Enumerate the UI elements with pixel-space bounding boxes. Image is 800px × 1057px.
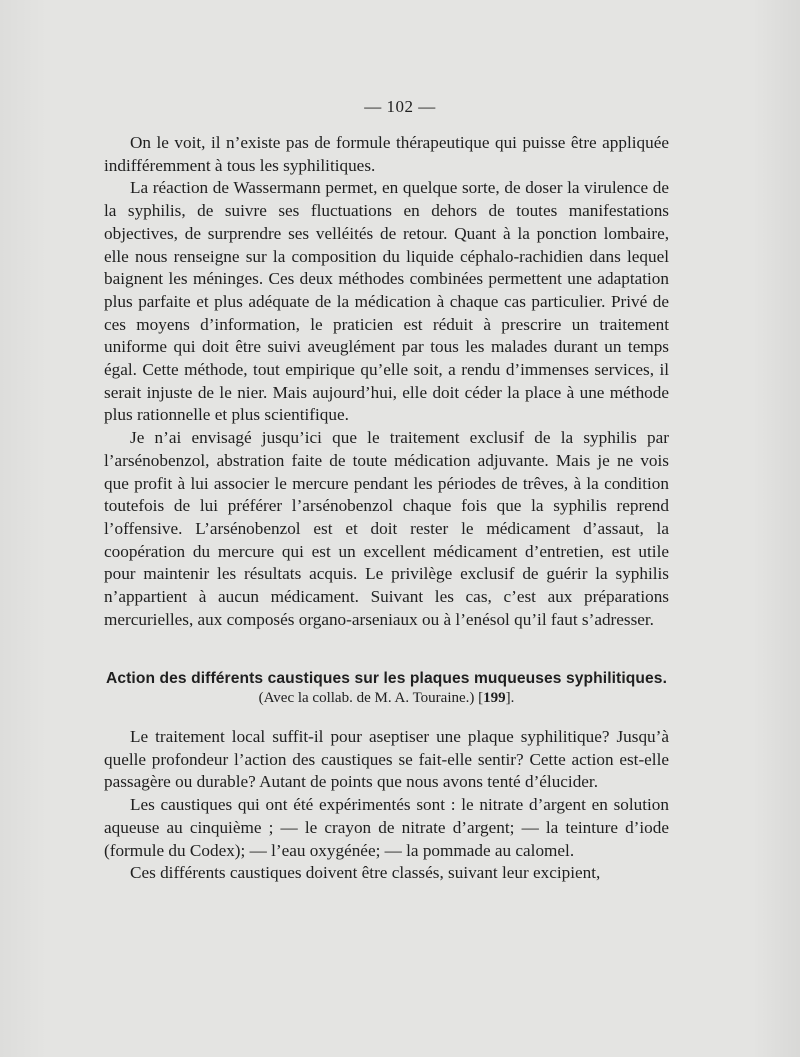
section-subtitle-prefix: (Avec la collab. de M. A. Touraine.) [ (258, 690, 484, 706)
paragraph: Le traitement local suffit-il pour aseptiser une plaque syphilitique? Jusqu’à quelle profondeur l’action des caustiques se fait-elle sentir? Cette action est-elle passagère ou durable? Autant de points que nous avons tenté d’élucider. (104, 727, 669, 792)
paragraph: Ces différents caustiques doivent être classés, suivant leur excipient, (130, 863, 601, 883)
paragraph: On le voit, il n’existe pas de formule thérapeutique qui puisse être appliquée indifféremment à tous les syphilitiques. (104, 133, 669, 175)
section-title: Action des différents caustiques sur les plaques muqueuses syphilitiques. (105, 670, 668, 687)
paragraph: La réaction de Wassermann permet, en quelque sorte, de doser la virulence de la syphilis, de suivre ses fluctuations en dehors de toutes manifestations objectives, de surprendre ses velléités de retour. Quant à la ponction lombaire, elle nous renseigne sur la composition du liquide céphalo-rachidien dans lequel baignent les méninges. Ces deux méthodes combinées permettent une adaptation plus parfaite et plus adéquate de la médication à chaque cas particulier. Privé de ces moyens d’information, le praticien est réduit à prescrire un traitement uniforme qui doit être suivi aveuglément par tous les malades durant un temps égal. Cette méthode, tout empirique qu’elle soit, a rendu d’immenses services, il serait injuste de le nier. Mais aujourd’hui, elle doit céder la place à une méthode plus rationnelle et plus scientifique. (104, 178, 669, 425)
reference-number: 199 (483, 690, 506, 706)
page-number: — 102 — (364, 97, 436, 116)
text-block-intro (104, 132, 669, 631)
paragraph: Je n’ai envisagé jusqu’ici que le traitement exclusif de la syphilis par l’arsénobenzol, abstration faite de toute médication adjuvante. Mais je ne vois que profit à lui associer le mercure pendant les périodes de trêves, à la condition toutefois de lui préférer l’arsénobenzol chaque fois que la syphilis reprend l’offensive. L’arsénobenzol est et doit rester le médicament d’assaut, la coopération du mercure qui est un excellent médicament d’entretien, est utile pour maintenir les résultats acquis. Le privilège exclusif de guérir la syphilis n’appartient à aucun médicament. Suivant les cas, c’est aux préparations mercurielles, aux composés organo-arseniaux ou à l’enésol qu’il faut s’adresser. (104, 428, 669, 629)
text-block-section (104, 726, 669, 885)
section-subtitle-suffix: ]. (505, 690, 515, 706)
section-subtitle (104, 690, 669, 707)
paragraph: Les caustiques qui ont été expérimentés sont : le nitrate d’argent en solution aqueuse au cinquième ; — le crayon de nitrate d’argent; — la teinture d’iode (formule du Codex); — l’eau oxygénée; — la pommade au calomel. (104, 795, 669, 860)
